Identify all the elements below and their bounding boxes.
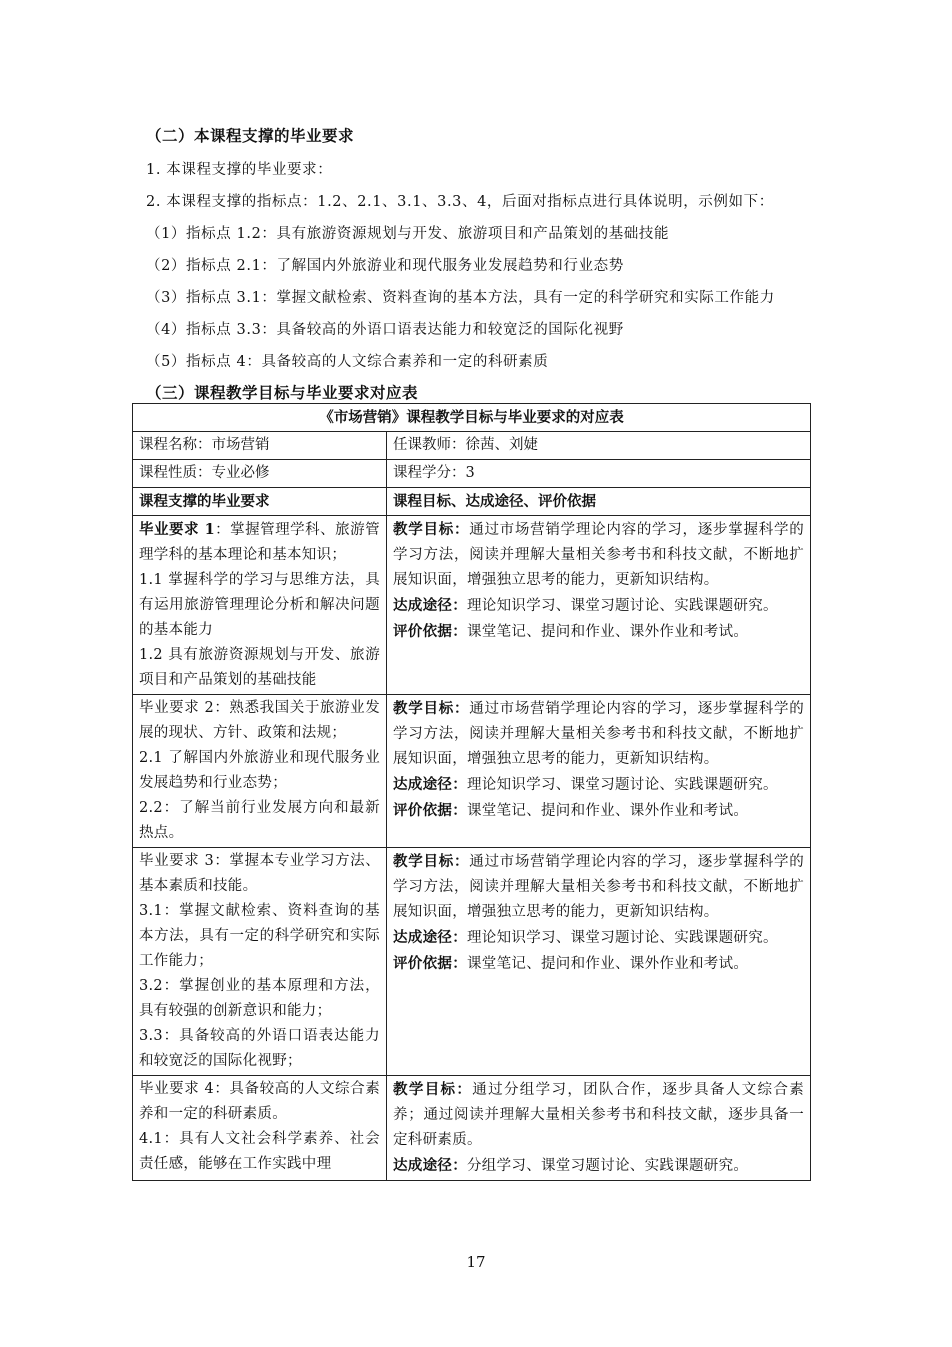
goal-text: 通过市场营销学理论内容的学习，逐步掌握科学的学习方法，阅读并理解大量相关参考书和科技文献，不断地扩展知识面，增强独立思考的能力，更新知识结构。 [393,854,805,920]
achievement-path [393,1153,804,1179]
goal-cell [387,695,811,848]
evaluation-basis [393,619,804,645]
indicator-text: 3.2：掌握创业的基本原理和方法，具有较强的创新意识和能力； [139,978,380,1019]
table-row [133,695,811,848]
goal-label: 教学目标： [393,1081,473,1098]
section-heading-2: （二）本课程支撑的毕业要求 [146,126,355,145]
evaluation-basis [393,951,804,977]
path-label: 达成途径： [393,776,467,793]
requirement-cell [133,516,387,695]
path-label: 达成途径： [393,1157,467,1174]
goal-text: 通过市场营销学理论内容的学习，逐步掌握科学的学习方法，阅读并理解大量相关参考书和科技文献，不断地扩展知识面，增强独立思考的能力，更新知识结构。 [393,701,805,767]
teacher-cell: 任课教师：徐茜、刘婕 [387,432,811,460]
teaching-goal [393,696,804,772]
indicator-text: 3.1：掌握文献检索、资料查询的基本方法，具有一定的科学研究和实际工作能力； [139,903,380,969]
goal-label: 教学目标： [393,853,470,870]
requirement-cell [133,695,387,848]
goal-text: 通过市场营销学理论内容的学习，逐步掌握科学的学习方法，阅读并理解大量相关参考书和科技文献，不断地扩展知识面，增强独立思考的能力，更新知识结构。 [393,522,805,588]
goal-cell [387,848,811,1076]
path-text: 理论知识学习、课堂习题讨论、实践课题研究。 [467,777,778,793]
page-number: 17 [466,1253,486,1271]
teaching-goal [393,517,804,593]
indicator-item: （3）指标点 3.1：掌握文献检索、资料查询的基本方法，具有一定的科学研究和实际工作能力 [146,290,775,306]
table-caption: 《市场营销》课程教学目标与毕业要求的对应表 [133,404,811,432]
course-credits-cell: 课程学分：3 [387,460,811,488]
path-text: 分组学习、课堂习题讨论、实践课题研究。 [467,1158,749,1174]
table-row [133,848,811,1076]
indicator-item: （5）指标点 4：具备较高的人文综合素养和一定的科研素质 [146,354,549,370]
table-row [133,516,811,695]
column-header-requirements: 课程支撑的毕业要求 [133,488,387,516]
section-heading-3: （三）课程教学目标与毕业要求对应表 [146,383,419,402]
eval-text: 课堂笔记、提问和作业、课外作业和考试。 [467,624,749,640]
indicator-text: 3.3：具备较高的外语口语表达能力和较宽泛的国际化视野； [139,1028,380,1069]
requirement-cell [133,1076,387,1181]
requirement-label: 毕业要求 1 [139,521,215,538]
requirement-statement: 毕业要求 2：熟悉我国关于旅游业发展的现状、方针、政策和法规； [139,700,380,741]
teaching-goal [393,849,804,925]
requirement-text: ：掌握管理学科、旅游管理学科的基本理论和基本知识； [139,522,380,563]
achievement-path [393,772,804,798]
course-nature-cell: 课程性质：专业必修 [133,460,387,488]
requirement-statement: 毕业要求 4：具备较高的人文综合素养和一定的科研素质。 [139,1081,380,1122]
evaluation-basis [393,798,804,824]
goal-text: 通过分组学习，团队合作，逐步具备人文综合素养；通过阅读并理解大量相关参考书和科技文献，逐步具备一定科研素质。 [393,1082,804,1148]
indicator-text: 2.2：了解当前行业发展方向和最新热点。 [139,800,380,841]
goal-label: 教学目标： [393,700,470,717]
course-name-cell: 课程名称：市场营销 [133,432,387,460]
path-text: 理论知识学习、课堂习题讨论、实践课题研究。 [467,930,778,946]
indicator-text: 2.1 了解国内外旅游业和现代服务业发展趋势和行业态势； [139,750,380,791]
path-label: 达成途径： [393,929,467,946]
requirement-cell [133,848,387,1076]
eval-text: 课堂笔记、提问和作业、课外作业和考试。 [467,956,749,972]
achievement-path [393,925,804,951]
requirement-statement [139,517,380,568]
eval-label: 评价依据： [393,955,467,972]
indicator-item: （1）指标点 1.2：具有旅游资源规划与开发、旅游项目和产品策划的基础技能 [146,226,670,242]
indicator-text: 1.1 掌握科学的学习与思维方法，具有运用旅游管理理论分析和解决问题的基本能力 [139,572,380,638]
text-line: 1. 本课程支撑的毕业要求： [146,162,333,178]
requirement-statement: 毕业要求 3：掌握本专业学习方法、基本素质和技能。 [139,853,380,894]
eval-text: 课堂笔记、提问和作业、课外作业和考试。 [467,803,749,819]
achievement-path [393,593,804,619]
indicator-text: 4.1：具有人文社会科学素养、社会责任感，能够在工作实践中理 [139,1131,380,1172]
eval-label: 评价依据： [393,802,467,819]
goal-label: 教学目标： [393,521,470,538]
text-line: 2. 本课程支撑的指标点：1.2、2.1、3.1、3.3、4，后面对指标点进行具体说明，示例如下： [146,194,774,210]
path-label: 达成途径： [393,597,467,614]
indicator-item: （4）指标点 3.3：具备较高的外语口语表达能力和较宽泛的国际化视野 [146,322,624,338]
indicator-text: 1.2 具有旅游资源规划与开发、旅游项目和产品策划的基础技能 [139,647,380,688]
mapping-table [132,403,811,1181]
column-header-goals: 课程目标、达成途径、评价依据 [387,488,811,516]
goal-cell [387,1076,811,1181]
goal-cell [387,516,811,695]
table-row [133,1076,811,1181]
indicator-item: （2）指标点 2.1：了解国内外旅游业和现代服务业发展趋势和行业态势 [146,258,624,274]
eval-label: 评价依据： [393,623,467,640]
path-text: 理论知识学习、课堂习题讨论、实践课题研究。 [467,598,778,614]
teaching-goal [393,1077,804,1153]
